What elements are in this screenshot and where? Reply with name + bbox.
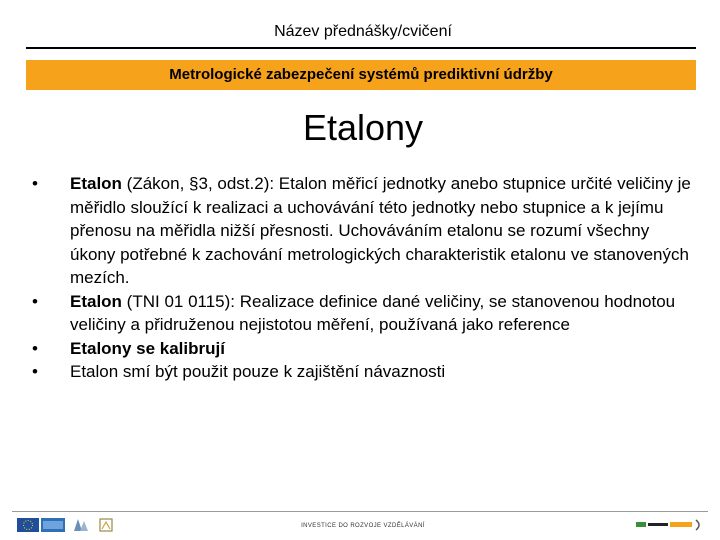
- bullet-item: [28, 290, 698, 337]
- project-logo-icon: [634, 516, 706, 534]
- lecture-title: Název přednášky/cvičení: [274, 23, 452, 40]
- bullet-text: Etalon smí být použit pouze k zajištění návaznosti: [70, 362, 446, 381]
- header-divider: [26, 47, 696, 49]
- bullet-text: (Zákon, §3, odst.2): Etalon měřicí jednotky anebo stupnice určité veličiny je měřidlo sloužící k realizaci a uchovávání této jednotky nebo stupnice a k jejímu přenosu na měřidla nižší přesnosti. Uchováváním etalonu se rozumí všechny úkony potřebné k zachování metrologických charakteristik etalonu ve stanovených mezích.: [70, 174, 691, 287]
- footer-divider: [12, 511, 708, 512]
- bullet-dot: •: [32, 338, 38, 358]
- bullet-item: [28, 172, 698, 290]
- slide-title: Etalony: [302, 107, 424, 148]
- bullet-item: [28, 360, 698, 384]
- footer-investment-text: INVESTICE DO ROZVOJE VZDĚLÁVÁNÍ: [301, 523, 425, 529]
- bullet-bold-term: Etalon: [70, 291, 122, 311]
- bullet-bold-term: Etalon: [70, 174, 122, 193]
- bullet-dot: •: [32, 291, 38, 311]
- bullet-text: (TNI 01 0115): Realizace definice dané veličiny, se stanovenou hodnotou veličiny a přidruženou nejistotou měření, používaná jako reference: [70, 291, 676, 334]
- bullet-list: [28, 172, 698, 384]
- course-banner: Metrologické zabezpečení systémů prediktivní údržby: [26, 60, 696, 90]
- bullet-dot: •: [32, 362, 38, 381]
- bullet-bold-term: Etalony se kalibrují: [70, 338, 225, 358]
- bullet-dot: •: [32, 174, 38, 193]
- bullet-item: [28, 337, 698, 361]
